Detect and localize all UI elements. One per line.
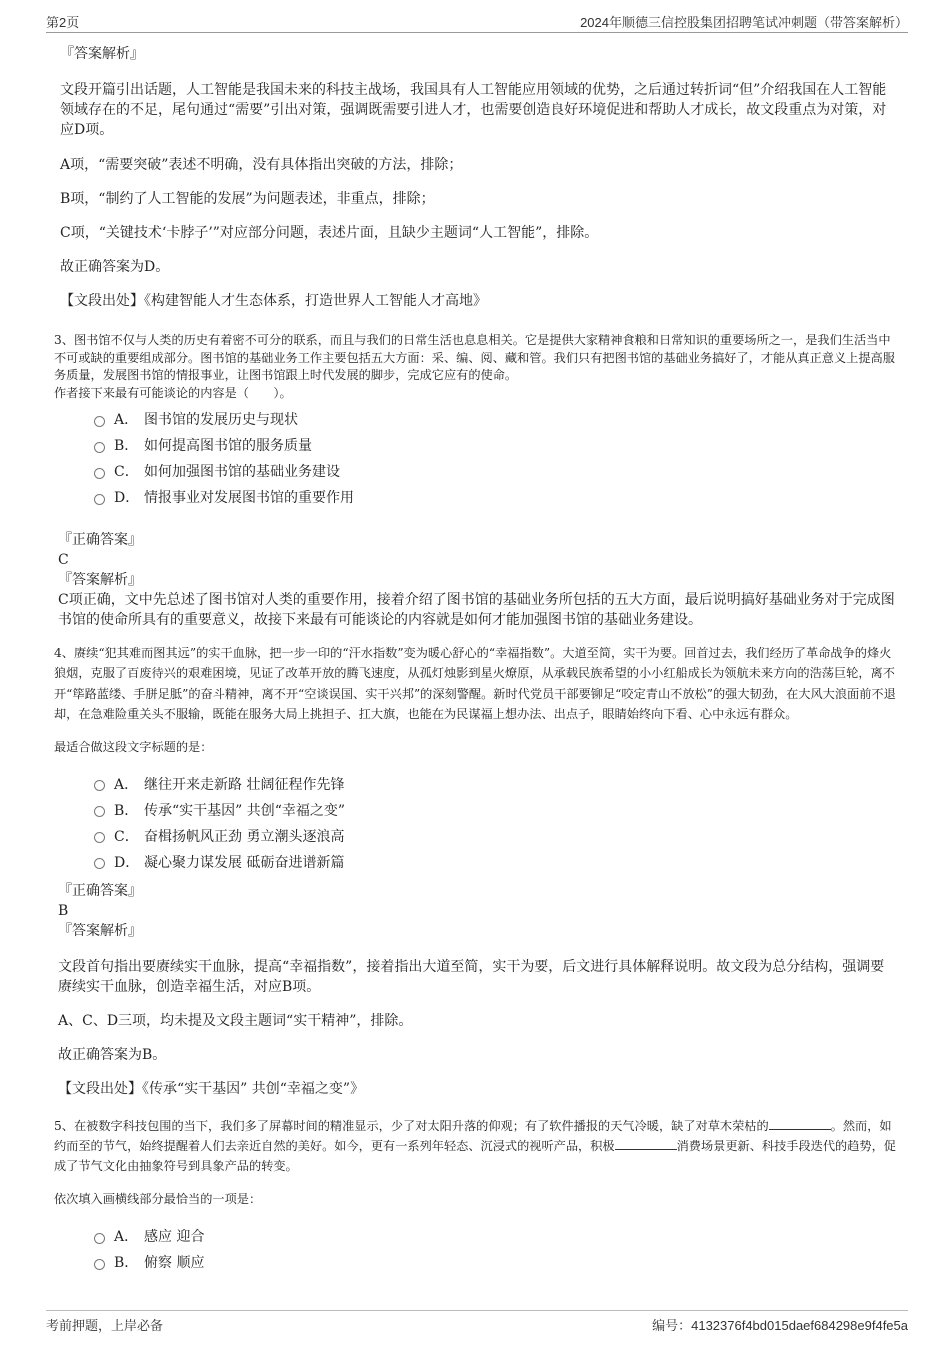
- options-list: [94, 1223, 898, 1275]
- option-letter: B．: [114, 438, 139, 454]
- options-note: A、C、D三项，均未提及文段主题词“实干精神”，排除。: [58, 1012, 413, 1029]
- option-text: 如何提高图书馆的服务质量: [144, 438, 312, 454]
- fill-blank-2: [615, 1137, 677, 1150]
- option-text: 俯察 顺应: [144, 1255, 205, 1272]
- source-note: 【文段出处】《构建智能人才生态体系，打造世界人工智能人才高地》: [60, 293, 487, 309]
- question-4: [54, 643, 898, 1099]
- options-list: [94, 406, 898, 510]
- option-letter: A．: [114, 776, 139, 793]
- page-header: [46, 8, 908, 33]
- option-text: 图书馆的发展历史与现状: [144, 412, 298, 428]
- previous-question-analysis: [60, 44, 898, 311]
- radio-button[interactable]: [94, 494, 105, 505]
- question-stem: 3、图书馆不仅与人类的历史有着密不可分的联系，而且与我们的日常生活也息息相关。它是提供大家精神食粮和日常知识的重要场所之一，是我们生活当中不可或缺的重要组成部分。图书馆的基础业务工作主要包括五大方面：采、编、阅、藏和管。我们只有把图书馆的基础业务搞好了，才能从真正意义上提高服务质量，发展图书馆的情报事业，让图书馆跟上时代发展的脚步，完成它应有的使命。: [54, 333, 895, 382]
- answer-value: B: [58, 902, 69, 919]
- fill-blank-1: [769, 1117, 831, 1130]
- option-b[interactable]: [94, 432, 898, 458]
- page-content: [56, 44, 898, 1275]
- option-c-note: C项，“关键技术‘卡脖子’”对应部分问题，表述片面，且缺少主题词“人工智能”，排除。: [60, 225, 599, 241]
- radio-button[interactable]: [94, 416, 105, 427]
- answer-block: [58, 881, 898, 1099]
- option-a-note: A项，“需要突破”表述不明确，没有具体指出突破的方法，排除；: [60, 157, 463, 173]
- question-prompt: 依次填入画横线部分最恰当的一项是：: [54, 1191, 262, 1206]
- option-text: 感应 迎合: [144, 1229, 205, 1246]
- radio-button[interactable]: [94, 1233, 105, 1244]
- option-d[interactable]: [94, 484, 898, 510]
- analysis-text: 文段首句指出要赓续实干血脉，提高“幸福指数”，接着指出大道至简，实干为要，后文进行具体解释说明。故文段为总分结构，强调要赓续实干血脉，创造幸福生活，对应B项。: [58, 958, 885, 995]
- page-footer: [46, 1310, 908, 1333]
- option-b[interactable]: [94, 797, 898, 823]
- option-letter: D．: [114, 490, 140, 506]
- question-prompt: 作者接下来最有可能谈论的内容是（ ）。: [54, 385, 292, 400]
- answer-value: C: [58, 552, 69, 568]
- stem-part-1: 5、在被数字科技包围的当下，我们多了屏幕时间的精准显示，少了对太阳升落的仰观；有了软件播报的天气冷暖，缺了对草木荣枯的: [54, 1118, 769, 1133]
- option-letter: A．: [114, 1229, 139, 1246]
- stem-part-2: 。然而，如约而至的节气，始终提醒着人们去亲近自然的美好。如今，更有一系列年轻态、沉浸式的视听产品，积极: [54, 1118, 892, 1153]
- option-text: 继往开来走新路 壮阔征程作先锋: [144, 776, 345, 793]
- document-title: 2024年顺德三信控股集团招聘笔试冲刺题（带答案解析）: [580, 15, 908, 30]
- option-letter: D．: [114, 854, 140, 871]
- option-text: 凝心聚力谋发展 砥砺奋进谱新篇: [144, 854, 345, 871]
- option-letter: B．: [114, 1255, 139, 1272]
- option-a[interactable]: [94, 771, 898, 797]
- option-b-note: B项，“制约了人工智能的发展”为问题表述，非重点，排除；: [60, 191, 435, 207]
- option-d[interactable]: [94, 849, 898, 875]
- option-c[interactable]: [94, 458, 898, 484]
- radio-button[interactable]: [94, 468, 105, 479]
- question-prompt: 最适合做这段文字标题的是：: [54, 740, 213, 755]
- option-a[interactable]: [94, 1223, 898, 1249]
- page-number: 第2页: [46, 15, 80, 30]
- radio-button[interactable]: [94, 1259, 105, 1270]
- source-note: 【文段出处】《传承“实干基因” 共创“幸福之变”》: [58, 1080, 365, 1097]
- analysis-label: 『答案解析』: [58, 572, 142, 588]
- option-text: 情报事业对发展图书馆的重要作用: [144, 490, 354, 506]
- document-id: 编号：4132376f4bd015daef684298e9f4fe5a: [652, 1318, 908, 1333]
- question-3: [54, 332, 898, 630]
- answer-block: [58, 530, 898, 630]
- analysis-text: C项正确，文中先总述了图书馆对人类的重要作用，接着介绍了图书馆的基础业务所包括的五大方面，最后说明搞好基础业务对于完成图书馆的使命所具有的重要意义，故接下来最有可能谈论的内容就是如何才能加强图书馆的基础业务建设。: [58, 592, 895, 628]
- radio-button[interactable]: [94, 780, 105, 791]
- option-letter: C．: [114, 464, 139, 480]
- radio-button[interactable]: [94, 858, 105, 869]
- option-a[interactable]: [94, 406, 898, 432]
- answer-label: 『正确答案』: [58, 532, 142, 548]
- question-stem: [54, 1116, 898, 1177]
- question-5: [54, 1116, 898, 1275]
- analysis-label: 『答案解析』: [58, 922, 142, 939]
- footer-slogan: 考前押题，上岸必备: [46, 1318, 164, 1333]
- option-letter: B．: [114, 802, 139, 819]
- options-list: [94, 771, 898, 875]
- analysis-text: 文段开篇引出话题，人工智能是我国未来的科技主战场，我国具有人工智能应用领域的优势，之后通过转折词“但”介绍我国在人工智能领域存在的不足，尾句通过“需要”引出对策，强调既需要引进人才，也需要创造良好环境促进和帮助人才成长，故文段重点为对策，对应D项。: [60, 82, 887, 138]
- radio-button[interactable]: [94, 806, 105, 817]
- conclusion: 故正确答案为D。: [60, 259, 170, 275]
- radio-button[interactable]: [94, 832, 105, 843]
- answer-label: 『正确答案』: [58, 882, 142, 899]
- option-text: 如何加强图书馆的基础业务建设: [144, 464, 340, 480]
- option-c[interactable]: [94, 823, 898, 849]
- conclusion: 故正确答案为B。: [58, 1046, 167, 1063]
- option-letter: C．: [114, 828, 139, 845]
- question-stem: 4、赓续“犯其难而图其远”的实干血脉，把一步一印的“汗水指数”变为暖心舒心的“幸福指数”。大道至简，实干为要。回首过去，我们经历了革命战争的烽火狼烟，克服了百废待兴的艰难困境，见证了改革开放的腾飞速度，从孤灯烛影到星火燎原，从承载民族希望的小小红船成长为领航未来方向的浩荡巨轮，离不开“筚路蓝缕、手胼足胝”的奋斗精神，离不开“空谈误国、实干兴邦”的深刻警醒。新时代党员干部要铆足“咬定青山不放松”的强大韧劲，在大风大浪面前不退却，在急难险重关头不服输，既能在服务大局上挑担子、扛大旗，也能在为民谋福上想办法、出点子，眼睛始终向下看、心中永远有群众。: [54, 646, 896, 721]
- option-b[interactable]: [94, 1249, 898, 1275]
- option-text: 奋楫扬帆风正劲 勇立潮头逐浪高: [144, 828, 345, 845]
- option-letter: A．: [114, 412, 139, 428]
- stem-part-3: 消费场景更新、科技手段迭代的趋势，促成了节气文化由抽象符号到具象产品的转变。: [54, 1138, 896, 1174]
- radio-button[interactable]: [94, 442, 105, 453]
- option-text: 传承“实干基因” 共创“幸福之变”: [144, 802, 346, 819]
- analysis-label: 『答案解析』: [60, 46, 144, 62]
